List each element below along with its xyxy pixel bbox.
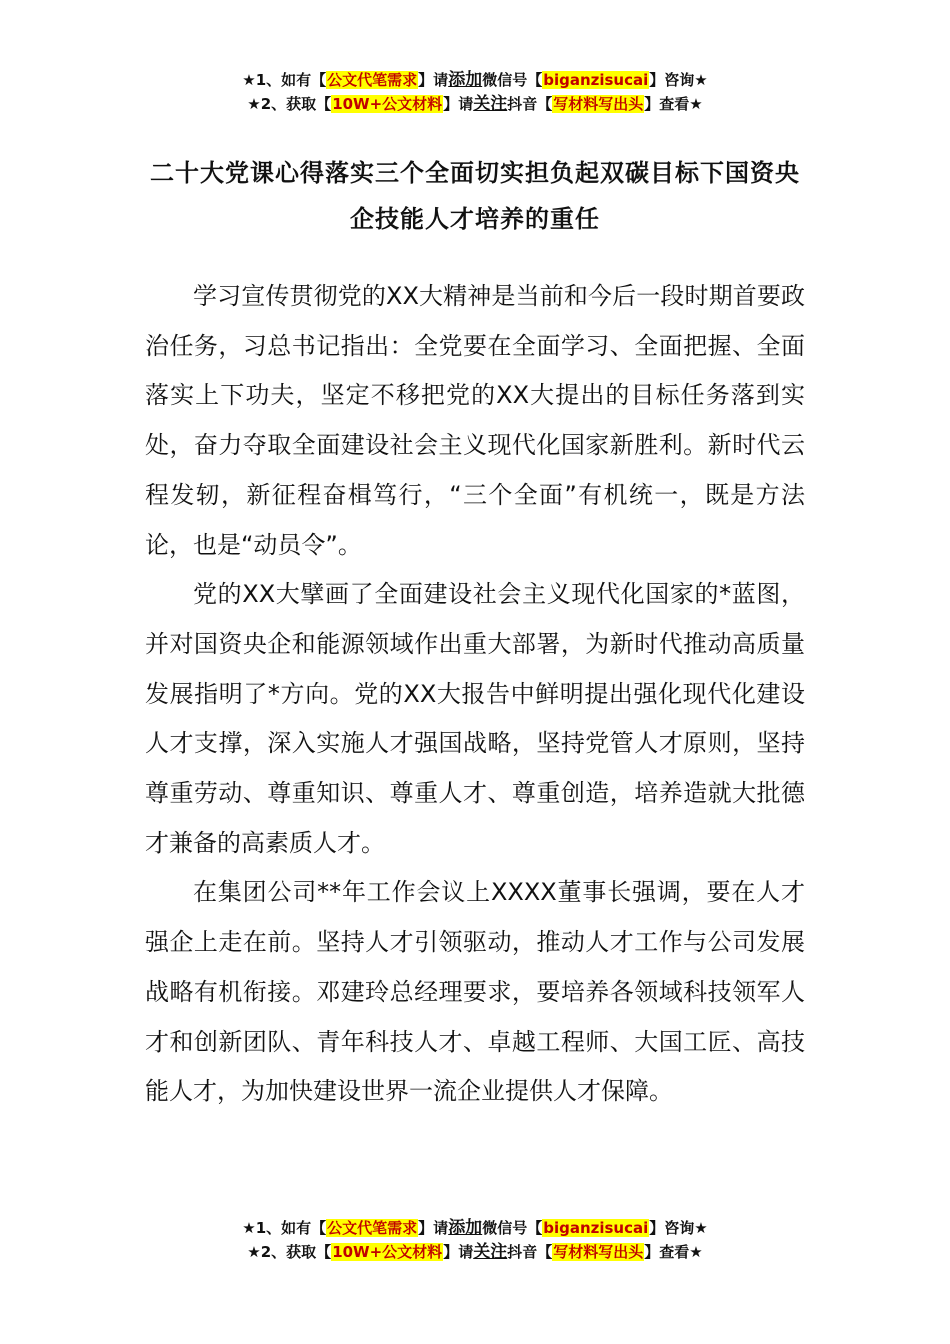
underlined-add-text: 添加 (448, 1218, 483, 1238)
highlight-ghostwriting-service: 公文代笔需求 (327, 1219, 418, 1237)
star-icon: ★ (247, 1243, 261, 1261)
banner-text: 】查看 (644, 1243, 690, 1261)
document-title: 二十大党课心得落实三个全面切实担负起双碳目标下国资央企技能人才培养的重任 (150, 159, 800, 233)
banner-text: 抖音【 (507, 1243, 553, 1261)
banner-text: 1、如有【 (255, 1219, 327, 1237)
banner-text: 1、如有【 (255, 71, 327, 89)
paragraph: 党的XX大擘画了全面建设社会主义现代化国家的*蓝图，并对国资央企和能源领域作出重大部署，为新时代推动高质量发展指明了*方向。党的XX大报告中鲜明提出强化现代化建设人才支撑，深入实施人才强国战略，坚持党管人才原则，坚持尊重劳动、尊重知识、尊重人才、尊重创造，培养造就大批德才兼备的高素质人才。 (145, 580, 805, 857)
underlined-follow-text: 关注 (473, 1242, 508, 1262)
banner-text: 微信号【 (482, 1219, 543, 1237)
highlight-materials: 10W+公文材料 (332, 1243, 443, 1261)
star-icon: ★ (242, 1219, 256, 1237)
header-banner-line-2 (0, 92, 950, 116)
footer-banner-line-2 (0, 1240, 950, 1264)
banner-text: 】请 (418, 71, 449, 89)
banner-text: 】咨询 (649, 71, 695, 89)
paragraph: 学习宣传贯彻党的XX大精神是当前和今后一段时期首要政治任务，习总书记指出：全党要在全面学习、全面把握、全面落实上下功夫，坚定不移把党的XX大提出的目标任务落到实处，奋力夺取全面建设社会主义现代化国家新胜利。新时代云程发轫，新征程奋楫笃行，“三个全面”有机统一，既是方法论，也是“动员令”。 (145, 282, 805, 559)
banner-text: 2、获取【 (260, 95, 332, 113)
star-icon: ★ (694, 71, 708, 89)
highlight-materials: 10W+公文材料 (332, 95, 443, 113)
underlined-follow-text: 关注 (473, 94, 508, 114)
highlight-ghostwriting-service: 公文代笔需求 (327, 71, 418, 89)
banner-text: 】请 (443, 95, 474, 113)
document-body (145, 272, 805, 1117)
banner-text: 2、获取【 (260, 1243, 332, 1261)
highlight-douyin-account: 写材料写出头 (553, 1243, 644, 1261)
star-icon: ★ (689, 1243, 703, 1261)
footer-banner (0, 1216, 950, 1264)
banner-text: 】咨询 (649, 1219, 695, 1237)
highlight-douyin-account: 写材料写出头 (553, 95, 644, 113)
banner-text: 】请 (418, 1219, 449, 1237)
footer-banner-line-1 (0, 1216, 950, 1240)
header-banner-line-1 (0, 68, 950, 92)
highlight-wechat-id: biganzisucai (543, 1219, 649, 1237)
header-banner (0, 68, 950, 116)
underlined-add-text: 添加 (448, 70, 483, 90)
star-icon: ★ (242, 71, 256, 89)
banner-text: 】查看 (644, 95, 690, 113)
highlight-wechat-id: biganzisucai (543, 71, 649, 89)
star-icon: ★ (694, 1219, 708, 1237)
star-icon: ★ (689, 95, 703, 113)
banner-text: 微信号【 (482, 71, 543, 89)
banner-text: 】请 (443, 1243, 474, 1261)
star-icon: ★ (247, 95, 261, 113)
paragraph: 在集团公司**年工作会议上XXXX董事长强调，要在人才强企上走在前。坚持人才引领驱动，推动人才工作与公司发展战略有机衔接。邓建玲总经理要求，要培养各领域科技领军人才和创新团队、青年科技人才、卓越工程师、大国工匠、高技能人才，为加快建设世界一流企业提供人才保障。 (145, 878, 805, 1106)
banner-text: 抖音【 (507, 95, 553, 113)
